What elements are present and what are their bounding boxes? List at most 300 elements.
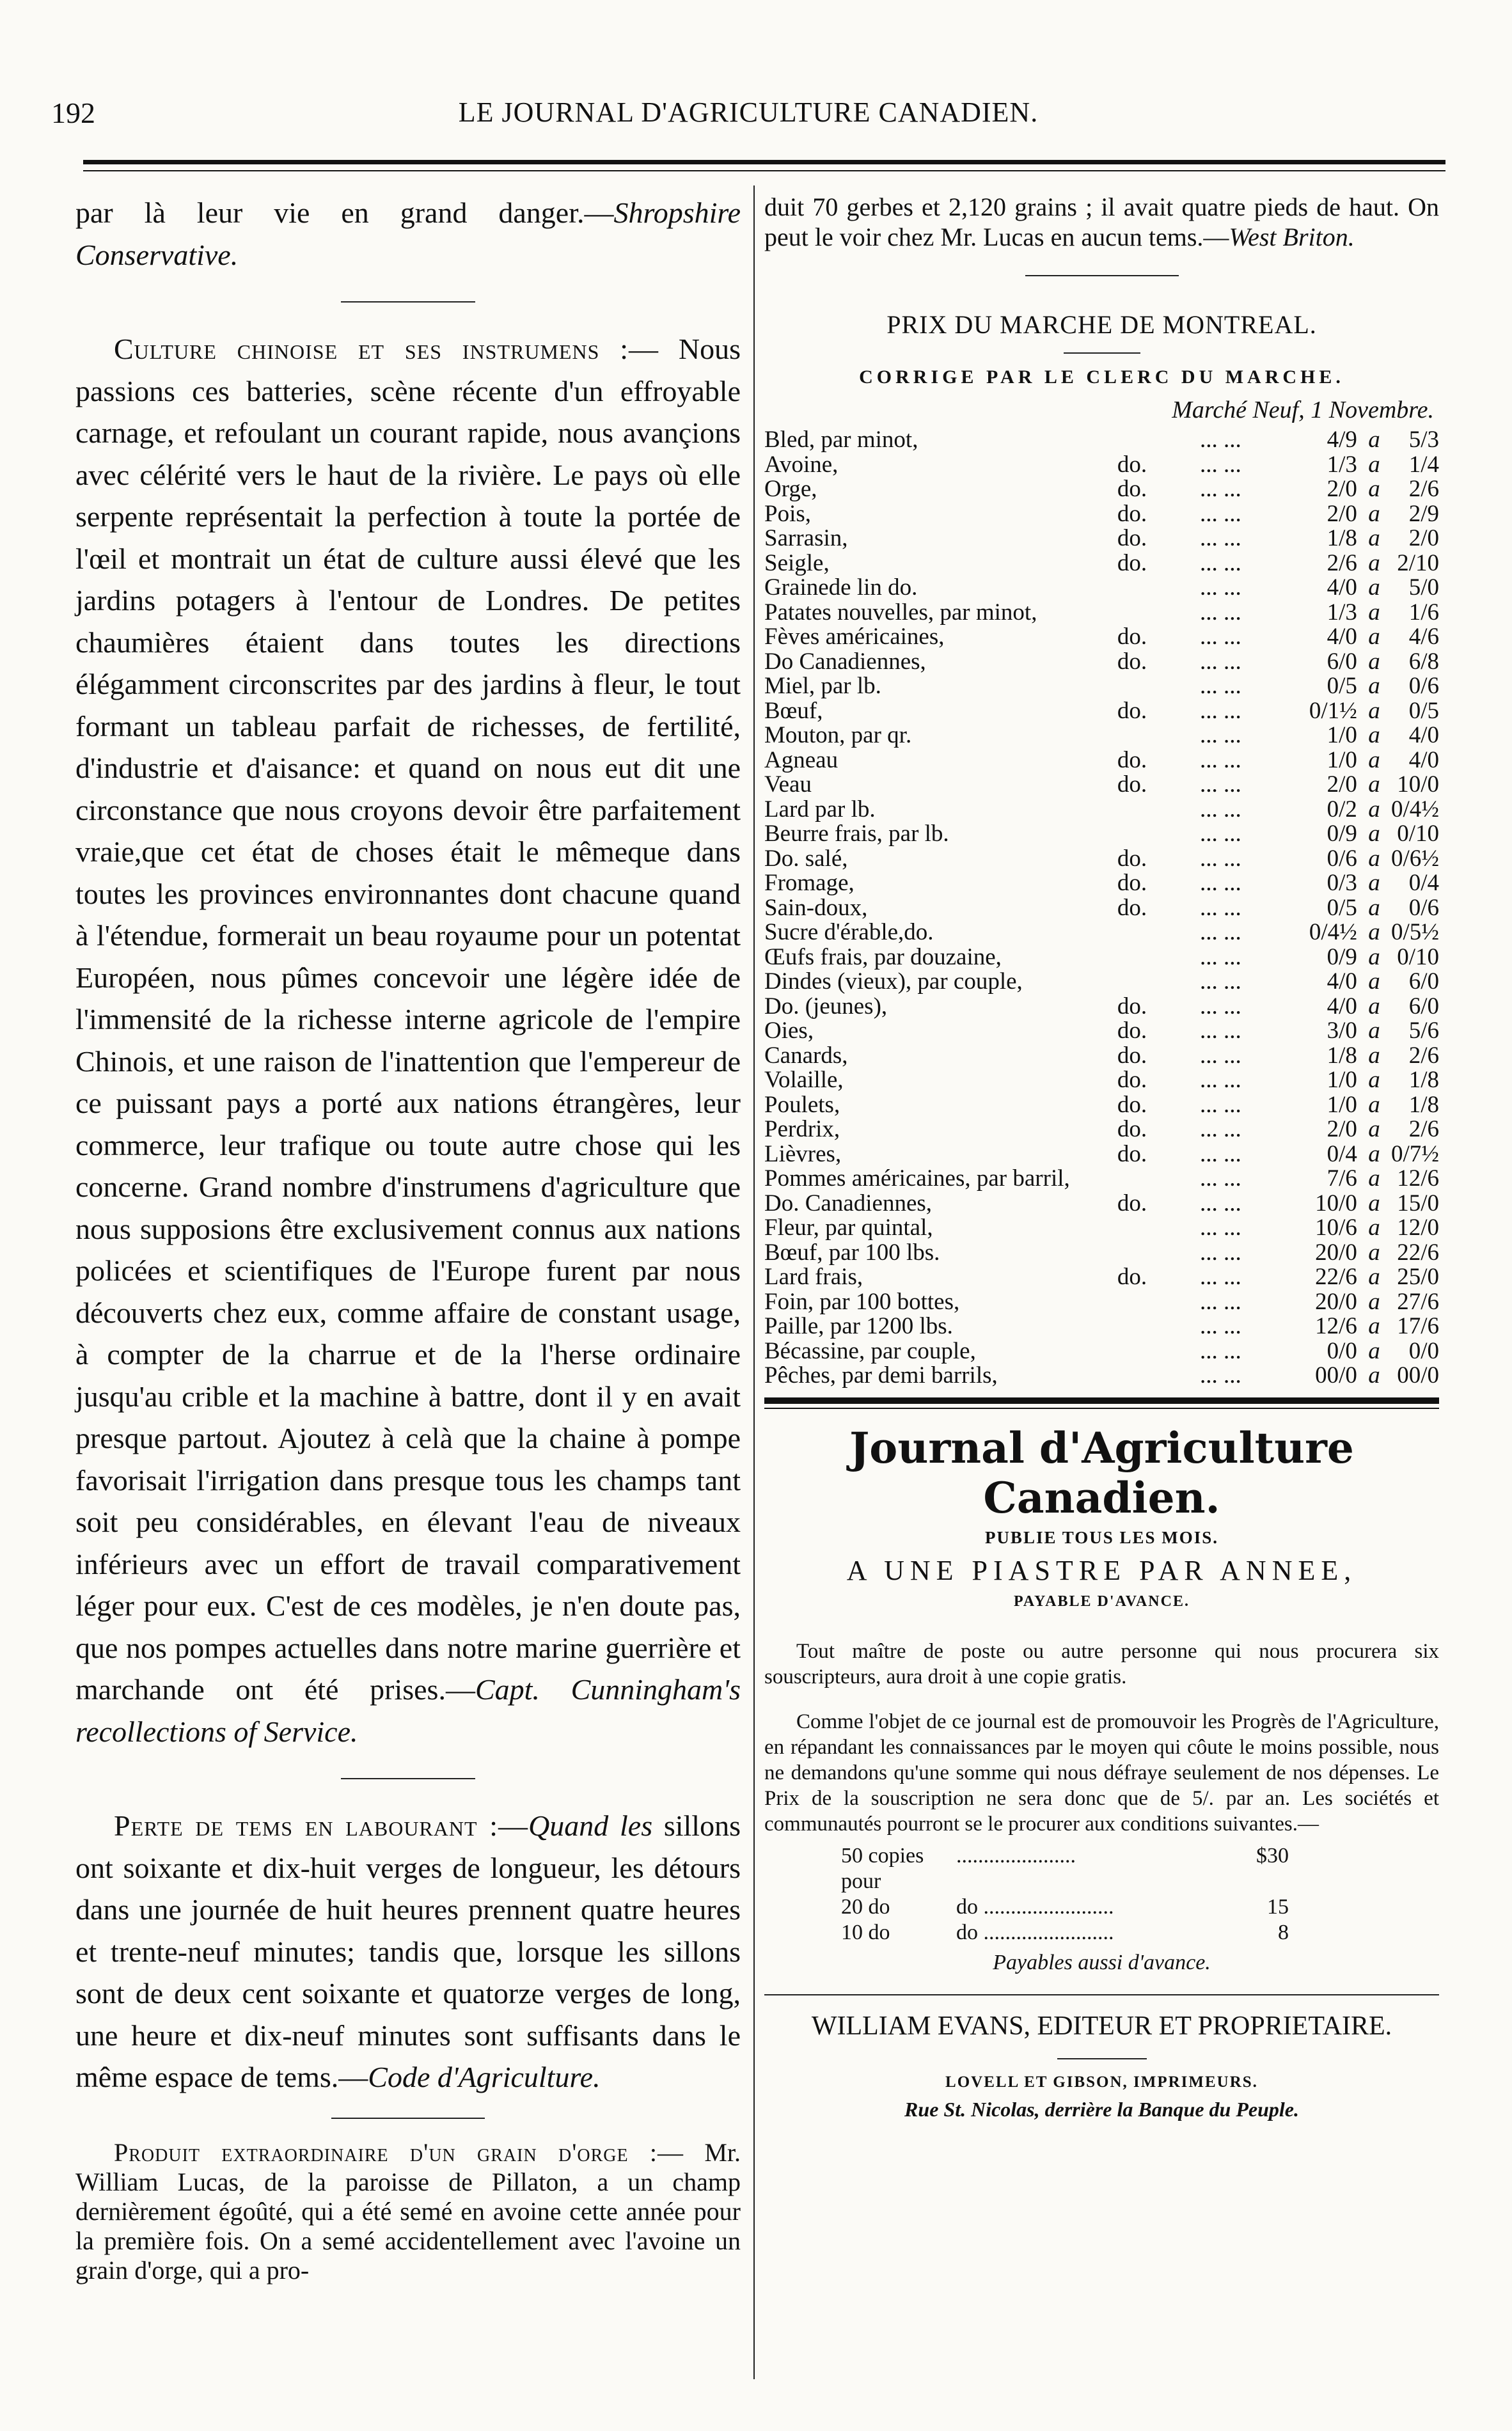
- price-item: Pêches, par demi barrils,: [764, 1362, 998, 1389]
- price-ditto: do.: [1117, 771, 1147, 798]
- price-ditto: [1092, 576, 1172, 601]
- price-low: 2/0: [1327, 500, 1357, 527]
- price-leader: ... ...: [1199, 993, 1241, 1019]
- price-low: 4/9: [1327, 427, 1357, 453]
- price-item: Bled, par minot,: [764, 427, 918, 453]
- price-separator: a: [1368, 648, 1380, 675]
- price-high: 0/0: [1408, 1337, 1439, 1364]
- price-ditto: [1092, 920, 1172, 945]
- price-separator: a: [1368, 722, 1380, 748]
- price-item: Bécassine, par couple,: [764, 1337, 976, 1364]
- price-leader: ... ...: [1199, 648, 1241, 675]
- market-title: PRIX DU MARCHE DE MONTREAL.: [886, 310, 1317, 339]
- price-item: Avoine,: [764, 451, 839, 478]
- column-divider: [753, 185, 755, 2379]
- price-high: 4/0: [1408, 746, 1439, 773]
- price-row: [764, 970, 1439, 995]
- price-item: Bœuf, par 100 lbs.: [764, 1239, 940, 1266]
- article-body: Mr. William Lucas, de la paroisse de Pillaton, a un champ dernièrement égoûté, qui a été semé en avoine cette année pour la première fois. On a semé accidentellement avec l'avoine un grain d'orge, qui a pro-: [75, 2137, 741, 2285]
- source-attribution: Capt. Cunningham's recollections of Service.: [75, 1673, 741, 1748]
- price-item: Orge,: [764, 476, 817, 502]
- printer-line: LOVELL ET GIBSON, IMPRIMEURS.: [945, 2073, 1258, 2091]
- price-ditto: do.: [1117, 476, 1147, 502]
- page-number: 192: [51, 97, 95, 129]
- price-ditto: [1092, 970, 1172, 995]
- price-separator: a: [1368, 599, 1380, 625]
- price-item: Poulets,: [764, 1091, 840, 1118]
- price-ditto: do.: [1117, 697, 1147, 724]
- price-item: Canards,: [764, 1042, 848, 1069]
- price-ditto: [1092, 1290, 1172, 1315]
- price-row: [764, 1117, 1439, 1142]
- price-separator: a: [1368, 943, 1380, 970]
- article-perte-de-tems: [75, 1805, 741, 2098]
- price-separator: a: [1368, 525, 1380, 551]
- price-leader: ... ...: [1199, 870, 1241, 896]
- price-row: [764, 1290, 1439, 1315]
- price-low: 0/2: [1327, 796, 1357, 822]
- price-leader: ... ...: [1199, 697, 1241, 724]
- price-ditto: do.: [1117, 500, 1147, 527]
- article-separator: [341, 301, 475, 303]
- price-leader: ... ...: [1199, 574, 1241, 601]
- header-rule-thin: [83, 170, 1445, 171]
- price-leader: ... ...: [1199, 894, 1241, 921]
- price-low: 0/3: [1327, 870, 1357, 896]
- price-separator: a: [1368, 746, 1380, 773]
- price-row: [764, 526, 1439, 551]
- price-low: 0/0: [1327, 1337, 1357, 1364]
- price-table: [764, 428, 1439, 1389]
- price-high: 2/0: [1408, 525, 1439, 551]
- price-item: Grainede lin do.: [764, 574, 918, 601]
- price-high: 2/6: [1408, 1116, 1439, 1142]
- price-separator: a: [1368, 1337, 1380, 1364]
- price-separator: a: [1368, 1067, 1380, 1093]
- price-ditto: do.: [1117, 870, 1147, 896]
- price-low: 3/0: [1327, 1018, 1357, 1044]
- price-ditto: do.: [1117, 1190, 1147, 1216]
- article-heading: Culture chinoise et ses instrumens :—: [114, 333, 659, 365]
- article-body: sillons ont soixante et dix-huit verges de longueur, les détours dans une journée de huit heures prennent quatre heures et trente-neuf minutes; tandis que, lorsque les sillons sont de deux cent soixante et quatorze verges de long, une heure et dix-neuf minutes sont suffisants dans le même espace de tems.—: [75, 1809, 741, 2093]
- price-low: 2/6: [1327, 549, 1357, 576]
- price-row: [764, 1019, 1439, 1044]
- price-high: 5/0: [1408, 574, 1439, 601]
- price-leader: ... ...: [1199, 746, 1241, 773]
- article-grain-orge-continued: duit 70 gerbes et 2,120 grains ; il avait quatre pieds de haut. On peut le voir chez Mr. Lucas en aucun tems.—West Briton.: [764, 193, 1439, 251]
- price-separator: a: [1368, 624, 1380, 650]
- price-row: [764, 871, 1439, 896]
- price-row: [764, 650, 1439, 675]
- price-low: 0/5: [1327, 673, 1357, 699]
- price-separator: a: [1368, 1215, 1380, 1241]
- price-high: 6/8: [1408, 648, 1439, 675]
- price-item: Agneau: [764, 746, 839, 773]
- journal-name: Journal d'Agriculture Canadien.: [849, 1422, 1354, 1523]
- price-row: [764, 576, 1439, 601]
- payables-notice: Payables aussi d'avance.: [993, 1950, 1211, 1974]
- price-item: Fèves américaines,: [764, 624, 945, 650]
- price-leader: ... ...: [1199, 599, 1241, 625]
- price-separator: a: [1368, 549, 1380, 576]
- price-separator: a: [1368, 1042, 1380, 1069]
- source-attribution: Code d'Agriculture.: [368, 2061, 601, 2093]
- price-ditto: do.: [1117, 746, 1147, 773]
- price-ditto: [1092, 822, 1172, 847]
- price-ditto: do.: [1117, 451, 1147, 478]
- price-row: [764, 723, 1439, 748]
- price-high: 0/6½: [1390, 845, 1439, 872]
- price-separator: a: [1368, 1091, 1380, 1118]
- price-item: Lard par lb.: [764, 796, 876, 822]
- price-ditto: do.: [1117, 1042, 1147, 1069]
- source-attribution: West Briton.: [1229, 223, 1355, 251]
- price-leader: ... ...: [1199, 673, 1241, 699]
- price-low: 20/0: [1315, 1239, 1357, 1266]
- price-high: 4/0: [1408, 722, 1439, 748]
- ad-rule-thin: [764, 1408, 1439, 1409]
- price-separator: a: [1368, 919, 1380, 945]
- price-item: Volaille,: [764, 1067, 844, 1093]
- price-high: 0/4: [1408, 870, 1439, 896]
- postmaster-offer: Tout maître de poste ou autre personne qui nous procurera six souscripteurs, aura droit à une copie gratis.: [764, 1639, 1439, 1688]
- price-high: 22/6: [1397, 1239, 1439, 1266]
- price-leader: ... ...: [1199, 796, 1241, 822]
- price-row: [764, 1216, 1439, 1241]
- price-separator: a: [1368, 771, 1380, 798]
- price-item: Mouton, par qr.: [764, 722, 912, 748]
- price-item: Do Canadiennes,: [764, 648, 926, 675]
- price-row: [764, 1068, 1439, 1093]
- price-item: Fleur, par quintal,: [764, 1215, 933, 1241]
- price-high: 0/4½: [1390, 796, 1439, 822]
- price-separator: a: [1368, 796, 1380, 822]
- price-separator: a: [1368, 993, 1380, 1019]
- price-low: 4/0: [1327, 993, 1357, 1019]
- price-separator: a: [1368, 1116, 1380, 1142]
- price-leader: ... ...: [1199, 427, 1241, 453]
- price-leader: ... ...: [1199, 1239, 1241, 1266]
- price-item: Sarrasin,: [764, 525, 848, 551]
- price-leader: ... ...: [1199, 1165, 1241, 1192]
- price-leader: ... ...: [1199, 624, 1241, 650]
- price-item: Do. (jeunes),: [764, 993, 888, 1019]
- price-leader: ... ...: [1199, 1067, 1241, 1093]
- price-separator: a: [1368, 1018, 1380, 1044]
- price-ditto: do.: [1117, 549, 1147, 576]
- price-low: 1/0: [1327, 1091, 1357, 1118]
- price-leader: ... ...: [1199, 1337, 1241, 1364]
- price-ditto: [1092, 1314, 1172, 1339]
- article-heading: Produit extraordinaire d'un grain d'orge :—: [114, 2137, 684, 2167]
- price-separator: a: [1368, 870, 1380, 896]
- price-separator: a: [1368, 500, 1380, 527]
- price-item: Paille, par 1200 lbs.: [764, 1313, 953, 1339]
- article-lead: Quand les: [528, 1809, 653, 1842]
- price-low: 1/8: [1327, 525, 1357, 551]
- price-separator: a: [1368, 1140, 1380, 1167]
- article-separator: [341, 1778, 475, 1779]
- price-row: [764, 428, 1439, 453]
- subscription-price: A UNE PIASTRE PAR ANNEE,: [846, 1554, 1357, 1586]
- article-grain-orge: [75, 2138, 741, 2285]
- price-leader: ... ...: [1199, 845, 1241, 872]
- price-leader: ... ...: [1199, 1140, 1241, 1167]
- price-separator: a: [1368, 821, 1380, 847]
- price-item: Foin, par 100 bottes,: [764, 1288, 960, 1315]
- price-item: Fromage,: [764, 870, 854, 896]
- price-row: [764, 1339, 1439, 1364]
- price-separator: a: [1368, 476, 1380, 502]
- price-high: 5/6: [1408, 1018, 1439, 1044]
- price-leader: ... ...: [1199, 943, 1241, 970]
- price-ditto: [1092, 1216, 1172, 1241]
- price-ditto: [1092, 1339, 1172, 1364]
- price-leader: ... ...: [1199, 771, 1241, 798]
- price-low: 1/8: [1327, 1042, 1357, 1069]
- price-item: Miel, par lb.: [764, 673, 881, 699]
- header-rule: [83, 160, 1445, 164]
- price-item: Oies,: [764, 1018, 814, 1044]
- price-ditto: do.: [1117, 1264, 1147, 1290]
- price-row: [764, 847, 1439, 872]
- price-high: 1/6: [1408, 599, 1439, 625]
- price-ditto: [1092, 428, 1172, 453]
- price-high: 6/0: [1408, 968, 1439, 995]
- price-low: 2/0: [1327, 771, 1357, 798]
- price-item: Veau: [764, 771, 812, 798]
- price-row: [764, 1314, 1439, 1339]
- price-row: [764, 1241, 1439, 1266]
- article-separator: [1025, 275, 1179, 276]
- price-separator: a: [1368, 1165, 1380, 1192]
- price-high: 1/8: [1408, 1091, 1439, 1118]
- price-separator: a: [1368, 697, 1380, 724]
- price-row: [764, 1093, 1439, 1118]
- price-leader: ... ...: [1199, 1288, 1241, 1315]
- price-row: [764, 822, 1439, 847]
- price-high: 6/0: [1408, 993, 1439, 1019]
- price-high: 12/0: [1397, 1215, 1439, 1241]
- price-leader: ... ...: [1199, 476, 1241, 502]
- price-high: 2/9: [1408, 500, 1439, 527]
- price-low: 12/6: [1315, 1313, 1357, 1339]
- rate-row: 20 do do ........................ 15: [841, 1894, 1289, 1919]
- price-leader: ... ...: [1199, 1091, 1241, 1118]
- price-row: [764, 477, 1439, 502]
- source-attribution: Shropshire Conservative.: [75, 196, 741, 271]
- price-row: [764, 453, 1439, 478]
- price-ditto: [1092, 723, 1172, 748]
- rate-row: 10 do do ........................ 8: [841, 1920, 1289, 1944]
- price-row: [764, 1364, 1439, 1389]
- price-ditto: do.: [1117, 993, 1147, 1019]
- price-low: 4/0: [1327, 624, 1357, 650]
- price-leader: ... ...: [1199, 525, 1241, 551]
- price-row: [764, 995, 1439, 1019]
- price-low: 10/0: [1315, 1190, 1357, 1216]
- price-separator: a: [1368, 1313, 1380, 1339]
- price-separator: a: [1368, 1288, 1380, 1315]
- price-leader: ... ...: [1199, 722, 1241, 748]
- price-row: [764, 1044, 1439, 1069]
- price-leader: ... ...: [1199, 1264, 1241, 1290]
- price-row: [764, 1167, 1439, 1192]
- price-high: 12/6: [1397, 1165, 1439, 1192]
- payable-notice: PAYABLE D'AVANCE.: [1014, 1593, 1190, 1610]
- price-high: 2/6: [1408, 476, 1439, 502]
- price-row: [764, 945, 1439, 970]
- price-ditto: [1092, 798, 1172, 822]
- price-high: 0/10: [1397, 821, 1439, 847]
- price-low: 0/4: [1327, 1140, 1357, 1167]
- title-separator: [1064, 352, 1140, 354]
- price-ditto: [1092, 1241, 1172, 1266]
- price-item: Lièvres,: [764, 1140, 842, 1167]
- price-separator: a: [1368, 1362, 1380, 1389]
- price-ditto: do.: [1117, 1067, 1147, 1093]
- printer-address: Rue St. Nicolas, derrière la Banque du Peuple.: [904, 2097, 1299, 2121]
- price-low: 4/0: [1327, 968, 1357, 995]
- price-high: 25/0: [1397, 1264, 1439, 1290]
- price-row: [764, 551, 1439, 576]
- price-low: 4/0: [1327, 574, 1357, 601]
- price-high: 0/5½: [1390, 919, 1439, 945]
- price-ditto: [1092, 674, 1172, 699]
- price-high: 27/6: [1397, 1288, 1439, 1315]
- price-low: 0/1½: [1309, 697, 1357, 724]
- price-low: 1/3: [1327, 451, 1357, 478]
- price-ditto: do.: [1117, 525, 1147, 551]
- publication-frequency: PUBLIE TOUS LES MOIS.: [984, 1527, 1219, 1547]
- price-item: Dindes (vieux), par couple,: [764, 968, 1023, 995]
- price-item: Patates nouvelles, par minot,: [764, 599, 1037, 625]
- market-corrige: CORRIGE PAR LE CLERC DU MARCHE.: [859, 366, 1344, 388]
- price-row: [764, 674, 1439, 699]
- price-high: 0/6: [1408, 894, 1439, 921]
- price-low: 7/6: [1327, 1165, 1357, 1192]
- price-high: 1/8: [1408, 1067, 1439, 1093]
- price-high: 00/0: [1397, 1362, 1439, 1389]
- price-item: Perdrix,: [764, 1116, 840, 1142]
- price-low: 2/0: [1327, 1116, 1357, 1142]
- price-ditto: do.: [1117, 1116, 1147, 1142]
- price-low: 1/3: [1327, 599, 1357, 625]
- price-leader: ... ...: [1199, 1362, 1241, 1389]
- editor-rule: [764, 1994, 1439, 1995]
- price-high: 10/0: [1397, 771, 1439, 798]
- price-leader: ... ...: [1199, 919, 1241, 945]
- article-heading: Perte de tems en labourant :—: [114, 1809, 529, 1842]
- price-ditto: do.: [1117, 1140, 1147, 1167]
- price-leader: ... ...: [1199, 1042, 1241, 1069]
- printer-separator: [1057, 2058, 1147, 2059]
- price-item: Beurre frais, par lb.: [764, 821, 949, 847]
- price-item: Lard frais,: [764, 1264, 863, 1290]
- price-low: 0/6: [1327, 845, 1357, 872]
- market-date: Marché Neuf, 1 Novembre.: [1172, 397, 1434, 423]
- price-high: 1/4: [1408, 451, 1439, 478]
- price-high: 17/6: [1397, 1313, 1439, 1339]
- price-row: [764, 896, 1439, 921]
- price-separator: a: [1368, 1264, 1380, 1290]
- price-ditto: do.: [1117, 1091, 1147, 1118]
- price-low: 1/0: [1327, 722, 1357, 748]
- price-row: [764, 920, 1439, 945]
- price-item: Do. Canadiennes,: [764, 1190, 933, 1216]
- price-leader: ... ...: [1199, 821, 1241, 847]
- price-ditto: [1092, 1364, 1172, 1389]
- price-item: Seigle,: [764, 549, 830, 576]
- group-rates: [841, 1843, 1439, 1946]
- price-low: 1/0: [1327, 746, 1357, 773]
- price-ditto: do.: [1117, 845, 1147, 872]
- editor-line: WILLIAM EVANS, EDITEUR ET PROPRIETAIRE.: [811, 2011, 1392, 2041]
- price-row: [764, 1192, 1439, 1216]
- price-item: Do. salé,: [764, 845, 848, 872]
- price-leader: ... ...: [1199, 1018, 1241, 1044]
- price-leader: ... ...: [1199, 549, 1241, 576]
- ad-rule-heavy: [764, 1397, 1439, 1404]
- price-ditto: do.: [1117, 1018, 1147, 1044]
- price-leader: ... ...: [1199, 1116, 1241, 1142]
- price-ditto: do.: [1117, 894, 1147, 921]
- price-low: 2/0: [1327, 476, 1357, 502]
- price-item: Œufs frais, par douzaine,: [764, 943, 1002, 970]
- price-high: 5/3: [1408, 427, 1439, 453]
- price-item: Pois,: [764, 500, 812, 527]
- price-ditto: [1092, 601, 1172, 625]
- article-body: Nous passions ces batteries, scène récente d'un effroyable carnage, et refoulant un courant rapide, nous avançions avec célérité vers le haut de la rivière. Le pays où elle serpente représentait la perfection à toute la portée de l'œil et montrait un état de culture aussi élevé que les jardins potagers à l'entour de Londres. De petites chaumières étaient dans toutes les directions élégamment circonscrites par des jardins à fleur, le tout formant un tableau parfait de richesses, de fertilité, d'industrie et d'aisance: et quand on nous eut dit une circonstance que nous croyons devoir être parfaitement vraie,que cet état de choses était le mêmeque dans toutes les provinces environnantes dont chacune quand à l'étendue, formerait un beau royaume pour un potentat Européen, nous pûmes concevoir une légère idée de l'immensité de la richesse interne agricole de l'empire Chinois, et une raison de l'inattention que l'empereur de ce puissant pays a porté aux nations étrangères, leur commerce, leur trafique ou toute autre chose qui les concerne. Grand nombre d'instrumens d'agriculture que nous supposions être exclusivement connus aux nations policées et scientifiques de l'Europe furent par nous découverts chez eux, comme affaire de constant usage, à compter de la charrue et de la l'herse ordinaire jusqu'au crible et la machine à battre, dont il y en avait presque partout. Ajoutez à celà que la chaine à pompe favorisait l'irrigation dans presque tous les champs tant soit peu considérables, en élevant l'eau de niveaux inférieurs avec un effort de travail comparativement léger pour eux. C'est de ces modèles, je n'en doute pas, que nos pompes actuelles dans notre marine guerrière et marchande ont été prises.—: [75, 333, 741, 1706]
- price-row: [764, 625, 1439, 650]
- price-item: Sucre d'érable,do.: [764, 919, 934, 945]
- price-high: 15/0: [1397, 1190, 1439, 1216]
- price-leader: ... ...: [1199, 1313, 1241, 1339]
- price-leader: ... ...: [1199, 500, 1241, 527]
- price-high: 0/10: [1397, 943, 1439, 970]
- price-low: 1/0: [1327, 1067, 1357, 1093]
- article-separator: [331, 2118, 485, 2119]
- price-separator: a: [1368, 1239, 1380, 1266]
- price-leader: ... ...: [1199, 968, 1241, 995]
- price-low: 0/9: [1327, 821, 1357, 847]
- price-separator: a: [1368, 673, 1380, 699]
- price-low: 00/0: [1315, 1362, 1357, 1389]
- price-separator: a: [1368, 845, 1380, 872]
- price-row: [764, 773, 1439, 798]
- price-row: [764, 1265, 1439, 1290]
- price-high: 4/6: [1408, 624, 1439, 650]
- price-separator: a: [1368, 451, 1380, 478]
- page-header: [51, 96, 1445, 153]
- price-high: 0/7½: [1390, 1140, 1439, 1167]
- price-row: [764, 502, 1439, 527]
- price-low: 20/0: [1315, 1288, 1357, 1315]
- price-separator: a: [1368, 574, 1380, 601]
- price-low: 0/4½: [1309, 919, 1357, 945]
- price-item: Pommes américaines, par barril,: [764, 1165, 1070, 1192]
- price-ditto: do.: [1117, 624, 1147, 650]
- price-low: 6/0: [1327, 648, 1357, 675]
- price-ditto: [1092, 1167, 1172, 1192]
- right-column: [764, 192, 1439, 2121]
- price-row: [764, 798, 1439, 822]
- price-separator: a: [1368, 894, 1380, 921]
- price-high: 2/10: [1397, 549, 1439, 576]
- price-row: [764, 748, 1439, 773]
- price-low: 10/6: [1315, 1215, 1357, 1241]
- price-low: 22/6: [1315, 1264, 1357, 1290]
